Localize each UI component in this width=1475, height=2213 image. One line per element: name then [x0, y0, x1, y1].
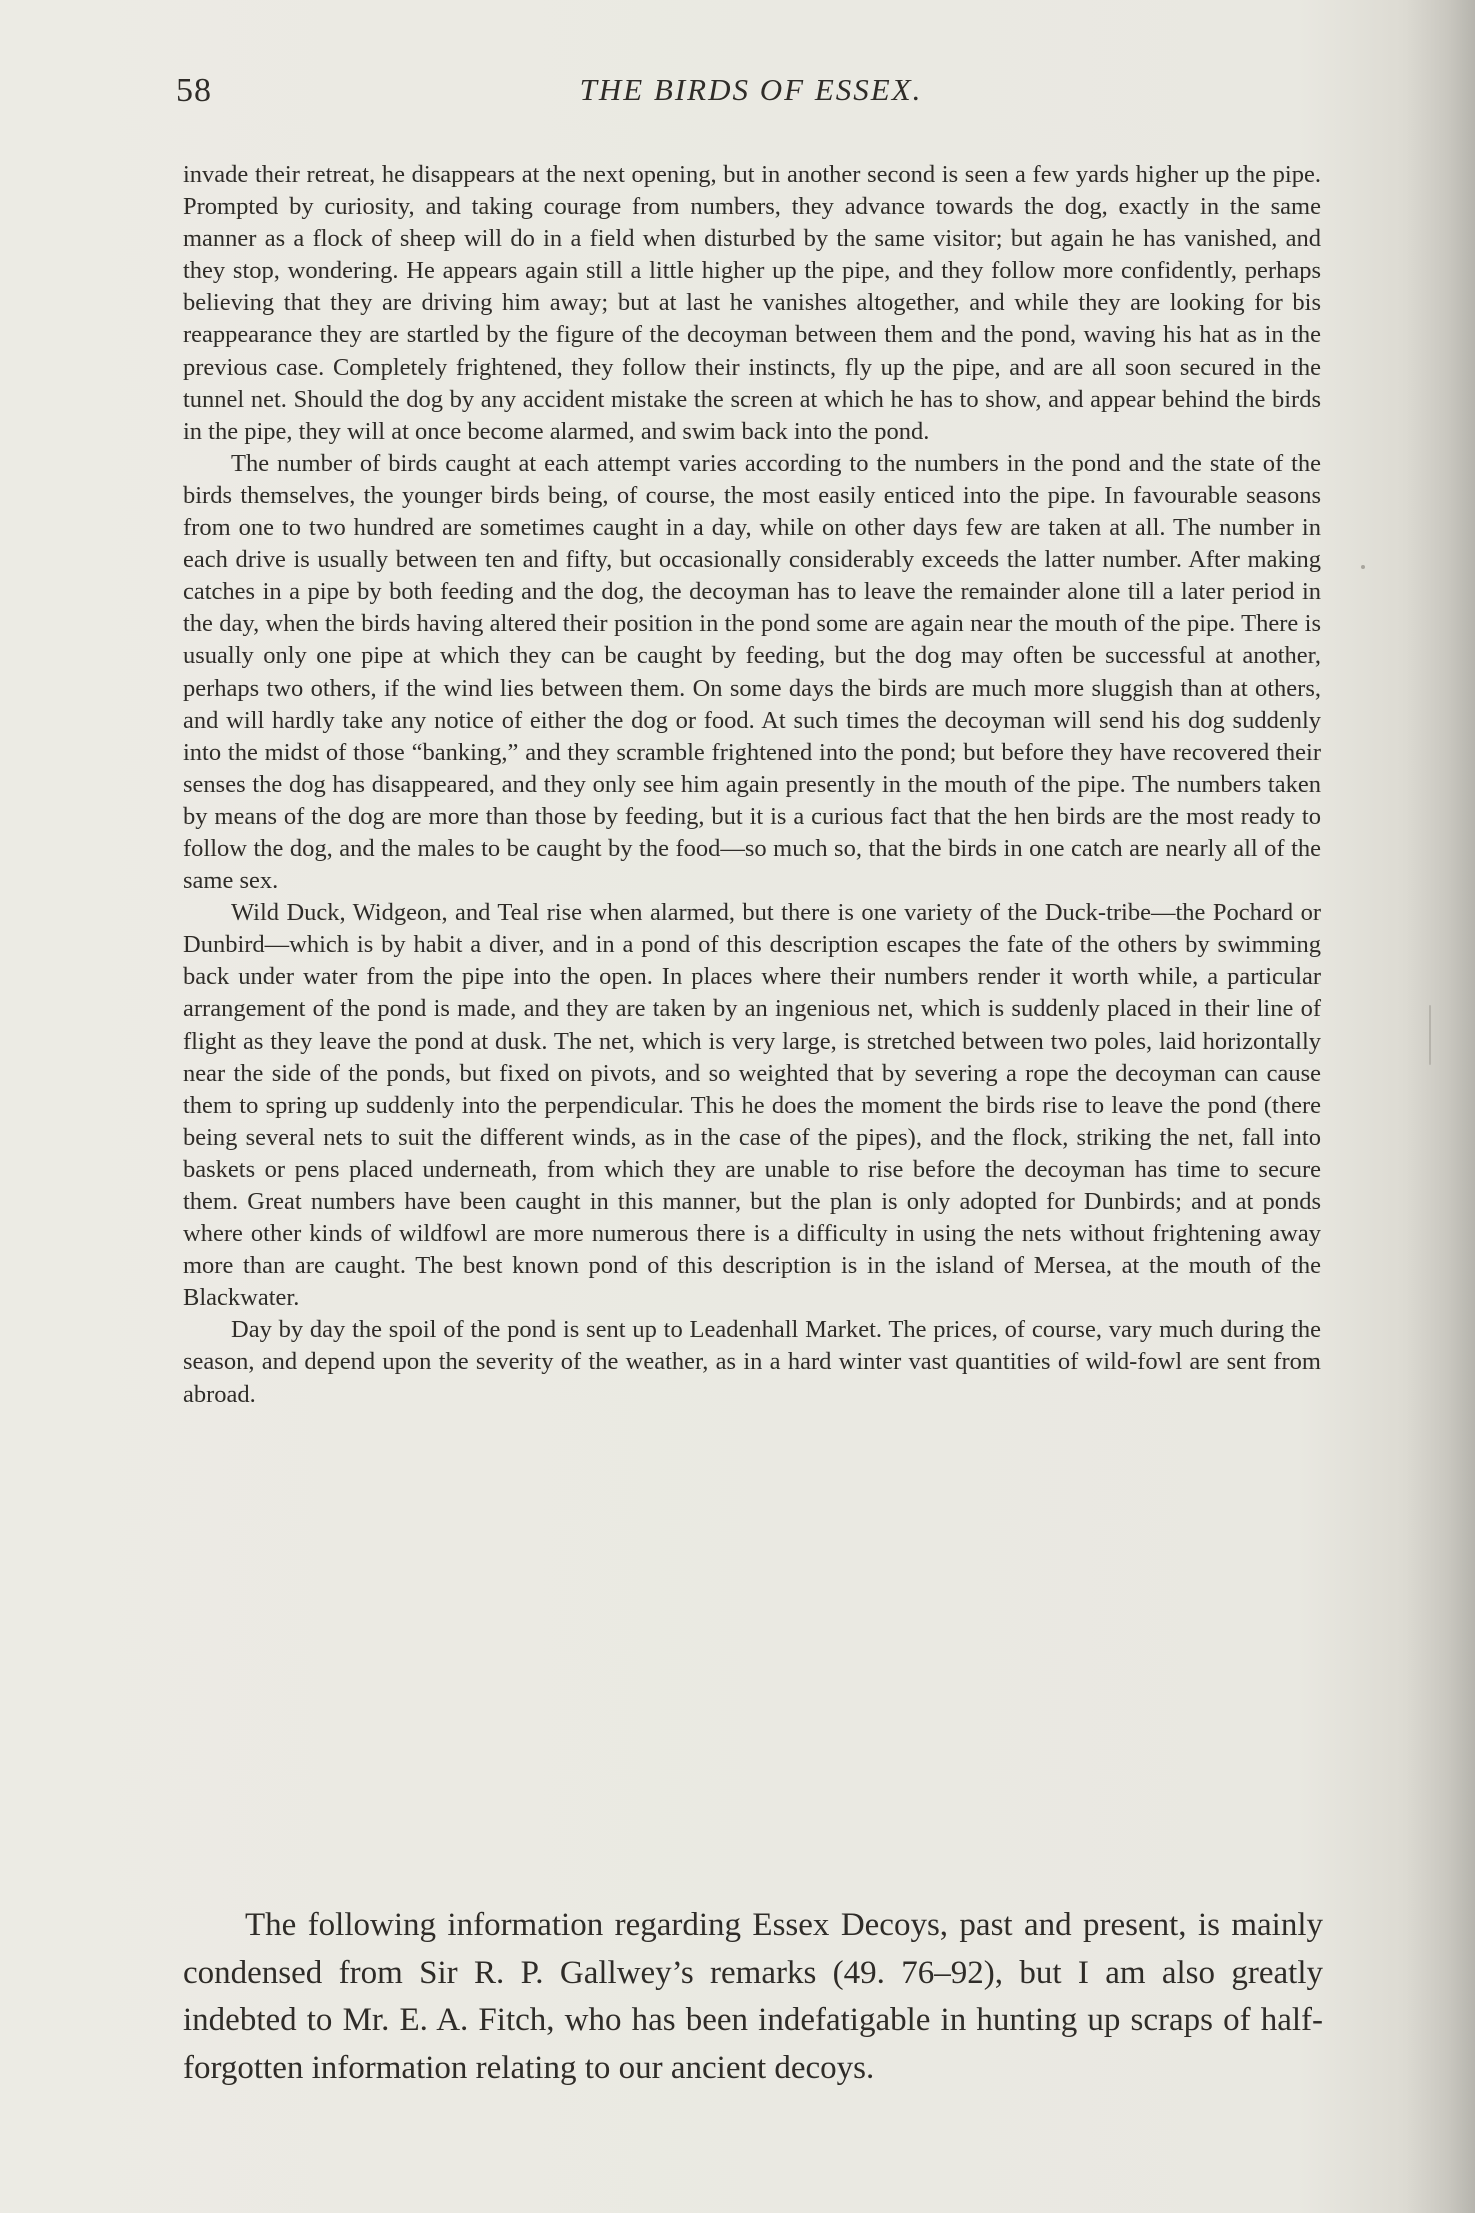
paragraph-essex-decoys-intro: The following information regarding Essex Decoys, past and present, is mainly condensed from Sir R. P. Gallwey’s remarks (49. 76–92), but I am also greatly indebted to Mr. E. A. Fitch, who has been indefatigable in hunting up scraps of half-forgotten information relating to our ancient decoys. — [183, 1907, 1323, 2086]
page-number: 58 — [176, 72, 212, 109]
paper-speck — [1361, 565, 1365, 569]
paragraph-continuation: invade their retreat, he disappears at the next opening, but in another second is seen a few yards higher up the pipe. Prompted by curiosity, and taking courage from numbers, they advance towards the dog, exactly in the same manner as a flock of sheep will do in a field when disturbed by the same visitor; but again he has vanished, and they stop, wondering. He appears again still a little higher up the pipe, and they follow more confidently, perhaps believing that they are driving him away; but at last he vanishes altogether, and while they are looking for bis reappearance they are startled by the figure of the decoyman between them and the pond, waving his hat as in the previous case. Completely frightened, they follow their instincts, fly up the pipe, and are all soon secured in the tunnel net. Should the dog by any accident mistake the screen at which he has to show, and appear behind the birds in the pipe, they will at once become alarmed, and swim back into the pond. — [183, 161, 1321, 445]
page-header — [176, 72, 1326, 122]
main-text — [183, 159, 1321, 1411]
paper-mark — [1429, 1005, 1431, 1065]
paragraph-pochard-nets: Wild Duck, Widgeon, and Teal rise when alarmed, but there is one variety of the Duck-tribe—the Pochard or Dunbird—which is by habit a diver, and in a pond of this description escapes the fate of the others by swimming back under water from the pipe into the open. In places where their numbers render it worth while, a particular arrangement of the pond is made, and they are taken by an ingenious net, which is suddenly placed in their line of flight as they leave the pond at dusk. The net, which is very large, is stretched between two poles, laid horizontally near the side of the ponds, but fixed on pivots, and so weighted that by severing a rope the decoyman can cause them to spring up suddenly into the perpendicular. This he does the moment the birds rise to leave the pond (there being several nets to suit the different winds, as in the case of the pipes), and the flock, striking the net, fall into baskets or pens placed underneath, from which they are unable to rise before the decoyman has time to secure them. Great numbers have been caught in this manner, but the plan is only adopted for Dunbirds; and at ponds where other kinds of wildfowl are more numerous there is a difficulty in using the nets without frightening away more than are caught. The best known pond of this description is in the island of Mersea, at the mouth of the Blackwater. — [183, 899, 1321, 1312]
closing-section — [183, 1902, 1323, 2092]
paragraph-number-caught: The number of birds caught at each attempt varies according to the numbers in the pond and the state of the birds themselves, the younger birds being, of course, the most easily enticed into the pipe. In favourable seasons from one to two hundred are sometimes caught in a day, while on other days few are taken at all. The number in each drive is usually between ten and fifty, but occasionally considerably exceeds the latter number. After making catches in a pipe by both feeding and the dog, the decoyman has to leave the remainder alone till a later period in the day, when the birds having altered their position in the pond some are again near the mouth of the pipe. There is usually only one pipe at which they can be caught by feeding, but the dog may often be successful at another, perhaps two others, if the wind lies between them. On some days the birds are much more sluggish than at others, and will hardly take any notice of either the dog or food. At such times the decoyman will send his dog suddenly into the midst of those “banking,” and they scramble frightened into the pond; but before they have recovered their senses the dog has disappeared, and they only see him again presently in the mouth of the pipe. The numbers taken by means of the dog are more than those by feeding, but it is a curious fact that the hen birds are the most ready to follow the dog, and the males to be caught by the food—so much so, that the birds in one catch are nearly all of the same sex. — [183, 449, 1321, 895]
paragraph-leadenhall-market: Day by day the spoil of the pond is sent up to Leadenhall Market. The prices, of course, vary much during the season, and depend upon the severity of the weather, as in a hard winter vast quantities of wild-fowl are sent from abroad. — [183, 1316, 1321, 1408]
running-title: THE BIRDS OF ESSEX. — [579, 72, 923, 107]
page-edge-shadow — [1405, 0, 1475, 2213]
